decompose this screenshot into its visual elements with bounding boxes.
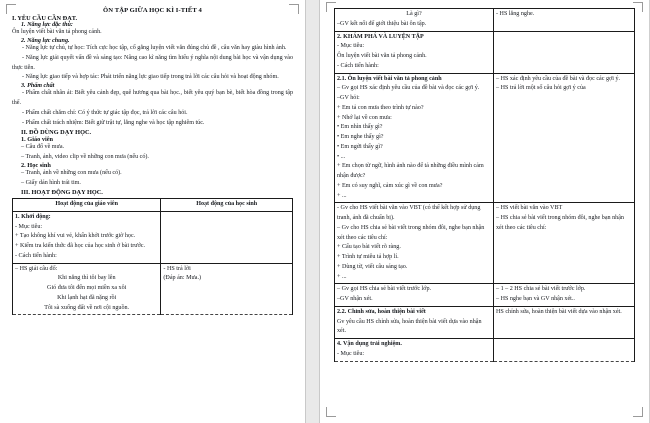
activity-table-right [334, 8, 635, 362]
cell-teacher-activity [335, 284, 494, 307]
cell-line: - Gv cho HS viết bài văn vào VBT (có thể kết hợp sử dụng tranh, ảnh đã chuẩn bị). [337, 205, 481, 221]
cell-line: 1. Khởi động: [15, 213, 51, 220]
cell-line: – Gv gọi HS xác định yêu cầu của đề bài và đọc các gợi ý. [337, 85, 480, 92]
cell-line: + Trình tự miêu tả hợp lí. [337, 254, 399, 260]
text-giao-vien-item-2: – Tranh, ảnh, video clip về những con mưa (nếu có). [21, 153, 149, 160]
cell-teacher-activity [335, 9, 494, 32]
cell-line: – HS xác định yêu cầu của đề bài và đọc các gợi ý. [496, 75, 621, 82]
cell-line: + ... [337, 192, 347, 199]
page-left-content [12, 4, 293, 315]
cell-line: - Cách tiến hành: [15, 252, 57, 259]
document-title: ÔN TẬP GIỮA HỌC KÌ I-TIẾT 4 [103, 7, 202, 14]
column-header-teacher: Hoạt động của giáo viên [13, 199, 161, 212]
cell-line: – HS giải câu đố: [15, 265, 58, 272]
activity-table-left [12, 198, 293, 315]
page-right [320, 0, 650, 423]
text-nang-luc-dac-thu: Ôn luyện viết bài văn tả phong cảnh. [12, 29, 102, 35]
page-gutter [305, 0, 320, 423]
cell-line: 4. Vận dụng trải nghiệm. [337, 341, 402, 347]
cell-student-activity [161, 263, 293, 315]
cell-line: - Cách tiến hành: [337, 62, 379, 69]
cell-teacher-activity [335, 306, 494, 338]
cell-line: + Em tả con mưa theo trình tự nào? [337, 104, 424, 111]
cell-line: – HS trả lời một số câu hỏi gợi ý của [496, 85, 586, 92]
cell-line: – 1 – 2 HS chia sẻ bài viết trước lớp. [496, 286, 586, 293]
cell-line: –GV kết nối để giới thiệu bài ôn tập. [337, 20, 427, 27]
column-header-student: Hoạt động của học sinh [161, 199, 293, 212]
cell-student-activity [494, 73, 635, 203]
table-row [13, 263, 293, 315]
cell-line: - Mục tiêu: [337, 43, 365, 50]
heading-nang-luc-chung: 2. Năng lực chung. [21, 37, 70, 44]
cell-line: + Kiểm tra kiến thức đã học của học sinh ở bài trước. [15, 243, 146, 250]
cell-line: 2.2. Chỉnh sửa, hoàn thiện bài viết [337, 308, 426, 315]
cell-line: + ... [337, 273, 347, 280]
cell-line: - Mục tiêu: [337, 350, 365, 357]
cell-line: Gv yêu cầu HS chỉnh sửa, hoàn thiện bài viết dựa vào nhận xét. [337, 318, 482, 335]
cell-line: Gió đưa tôi đến mọi miền xa xôi [47, 285, 127, 292]
cell-line: – Gv cho HS chia sẻ bài viết trong nhóm đôi, nghe bạn nhận xét theo các tiêu chí: [337, 224, 485, 241]
cell-line: + Tạo không khí vui vẻ, khấn khởi trước giờ học. [15, 233, 136, 240]
table-row [335, 203, 635, 284]
table-row [335, 31, 635, 73]
cell-student-activity [494, 284, 635, 307]
cell-line: – HS chia sẻ bài viết trong nhóm đôi, nghe bạn nhận xét theo các tiêu chí: [496, 215, 624, 231]
cell-line: – Gv gọi HS chia sẻ bài viết trước lớp. [337, 286, 432, 293]
cell-line: –GV hỏi: [337, 95, 360, 101]
table-row [335, 284, 635, 307]
text-pham-chat-cham-chi: - Phẩm chất chăm chỉ: Có ý thức tự giác tập đọc, trả lời các câu hỏi. [22, 110, 188, 117]
cell-line: + Em có suy nghĩ, cảm xúc gì về con mưa? [337, 182, 443, 189]
heading-giao-vien: 1. Giáo viên [21, 135, 54, 143]
text-nang-luc-tu-chu: - Năng lực tự chủ, tự học: Tích cực học tập, cố gắng luyện viết văn đúng chủ đề , câu văn hay giàu hình ảnh. [22, 44, 287, 51]
cell-line: Khi nắng thì tôi bay lên [57, 275, 116, 282]
cell-line: - HS lắng nghe. [496, 11, 535, 17]
cell-student-activity [161, 211, 293, 263]
heading-do-dung-day-hoc: II. ĐỒ DÙNG DẠY HỌC. [21, 128, 92, 136]
crop-mark-bottom-right-icon [633, 407, 643, 417]
crop-mark-bottom-left-icon [326, 407, 336, 417]
cell-line: + Dùng từ, viết câu sáng tạo. [337, 263, 408, 270]
page-left [0, 0, 305, 423]
cell-teacher-activity [335, 339, 494, 362]
table-row [335, 73, 635, 203]
cell-teacher-activity [335, 203, 494, 284]
heading-hoc-sinh: 2. Học sinh [21, 162, 51, 170]
cell-line: • Em nghe thấy gì? [337, 134, 384, 140]
table-row [335, 339, 635, 362]
cell-line: –GV nhận xét. [337, 296, 373, 302]
cell-line: - Mục tiêu: [15, 223, 43, 230]
heading-hoat-dong-day-hoc: III. HOẠT ĐỘNG DẠY HỌC. [21, 189, 103, 197]
text-hoc-sinh-item-2: – Giấy dán hình trái tim. [21, 180, 81, 187]
cell-student-activity [494, 9, 635, 32]
cell-line: 2.1. Ôn luyện viết bài văn tả phong cảnh [337, 75, 442, 82]
heading-pham-chat: 3. Phẩm chất [21, 83, 55, 90]
cell-line: – HS viết bài văn vào VBT [496, 205, 563, 212]
cell-teacher-activity [13, 211, 161, 263]
text-nang-luc-giai-quyet: - Năng lực giải quyết vấn đề và sáng tạo: Nâng cao kĩ năng tìm hiểu ý nghĩa nội dung bài học và vận dụng vào thực tiễn. [12, 54, 293, 71]
table-row [13, 211, 293, 263]
cell-line: + Em chọn từ ngữ, hình ảnh nào để tả những điều mình cảm nhận được? [337, 163, 484, 179]
cell-line: Khi lạnh hạt đã nặng rồi [57, 294, 117, 301]
cell-line: Ôn luyện viết bài văn tả phong cảnh. [337, 53, 427, 59]
cell-line: • Em nhìn thấy gì? [337, 124, 383, 131]
cell-line: Là gì? [406, 11, 422, 17]
cell-line: • Em ngửi thấy gì? [337, 143, 383, 150]
text-pham-chat-trach-nhiem: - Phẩm chất trách nhiệm: Biết giữ trật tự, lắng nghe và học tập nghiêm túc. [22, 119, 205, 126]
heading-nang-luc-dac-thu: 1. Năng lực đặc thù: [21, 22, 73, 28]
page-right-content [334, 8, 635, 362]
text-giao-vien-item-1: – Câu đố về mưa. [21, 143, 65, 150]
heading-yeu-cau-can-dat: I. YÊU CẦU CẦN ĐẠT. [12, 15, 78, 22]
cell-student-activity [494, 306, 635, 338]
cell-student-activity [494, 203, 635, 284]
text-pham-chat-nhan-ai: - Phẩm chất nhân ái: Biết yêu cảnh đẹp, quê hương qua bài học., biết yêu quý bạn bè, biết hòa đồng trong tập thể. [12, 90, 293, 107]
cell-teacher-activity [13, 263, 161, 315]
cell-line: + Cấu tạo bài viết rõ ràng. [337, 244, 401, 251]
cell-line: • ... [337, 153, 346, 160]
cell-line: Tôi sà xuống đất về nơi cội nguồn. [44, 304, 130, 311]
cell-line: (Đáp án: Mưa.) [163, 275, 202, 282]
table-header-row [13, 199, 293, 212]
cell-line: + Nhớ lại về con mưa: [337, 114, 392, 121]
cell-line: HS chỉnh sửa, hoàn thiện bài viết dựa vào nhận xét. [496, 308, 622, 315]
table-row [335, 9, 635, 32]
cell-line: – HS nghe bạn và GV nhận xét.. [496, 296, 575, 302]
table-row [335, 306, 635, 338]
cell-teacher-activity [335, 73, 494, 203]
cell-teacher-activity [335, 31, 494, 73]
text-hoc-sinh-item-1: – Tranh, ảnh về những con mưa (nếu có). [21, 170, 122, 177]
cell-line: - HS trả lời [163, 265, 191, 272]
text-nang-luc-giao-tiep: - Năng lực giao tiếp và hợp tác: Phát triển năng lực giao tiếp trong trả lời các câu hỏi và hoạt động nhóm. [22, 74, 279, 81]
cell-student-activity [494, 339, 635, 362]
cell-student-activity [494, 31, 635, 73]
cell-line: 2. KHÁM PHÁ VÀ LUYỆN TẬP [337, 33, 424, 40]
